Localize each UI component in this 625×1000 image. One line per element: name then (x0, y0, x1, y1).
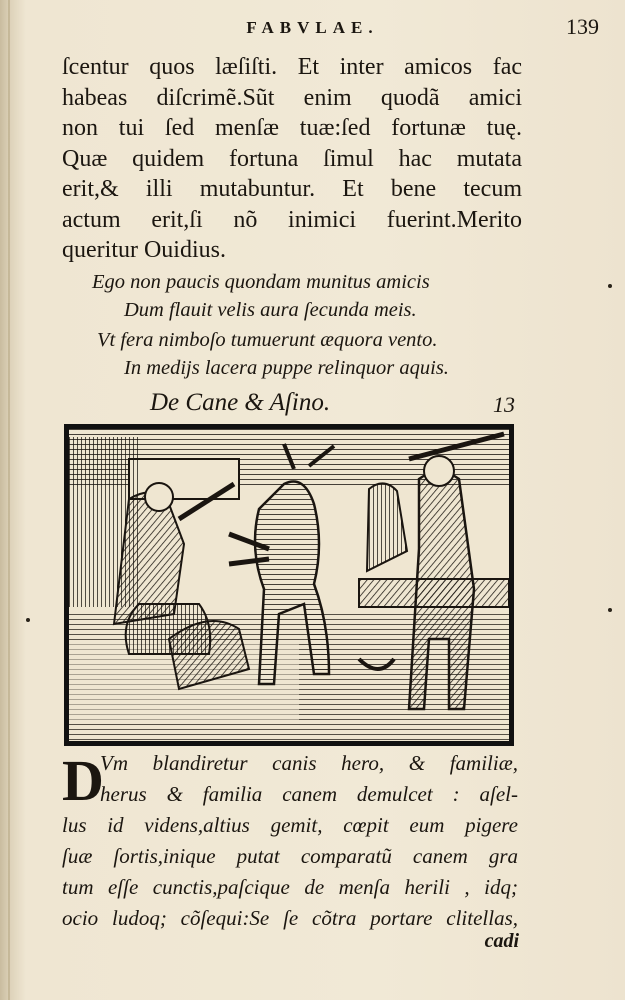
fable-line: ocio ludoq; cõſequi:Se ſe cõtra portare clitellas, (62, 906, 518, 930)
woodcut-drawing (69, 429, 509, 741)
prose-block (62, 52, 522, 266)
prose-line: Quæ quidem fortuna ſimul hac mutata (62, 145, 522, 172)
prose-line: actum erit,ſi nõ inimici fuerint.Merito (62, 206, 522, 233)
fable-line: lus id videns,altius gemit, cœpit eum pigere (62, 813, 518, 837)
verse-line: Dum flauit velis aura ſecunda meis. (124, 299, 417, 321)
prose-line: non tui ſed menſæ tuæ:ſed fortunæ tuę. (62, 115, 522, 141)
catchword: cadi (484, 930, 519, 952)
running-title: FABVLAE. (246, 18, 379, 37)
fable-text (62, 748, 518, 934)
margin-speck (608, 284, 612, 288)
page-number: 139 (566, 14, 599, 39)
margin-speck (26, 618, 30, 622)
fable-line: tum eſſe cunctis,paſcique de menſa herili , idq; (62, 875, 518, 899)
servant (367, 483, 407, 571)
prose-line: habeas diſcrimẽ.Sũt enim quodã amici (62, 84, 522, 111)
woodcut-illustration (64, 424, 514, 746)
fable-line: Vm blandiretur canis hero, & familiæ, (100, 751, 518, 775)
prose-line: erit,& illi mutabuntur. Et bene tecum (62, 176, 522, 202)
fable-line: herus & familia canem demulcet : aſel- (100, 782, 518, 806)
prose-line: queritur Ouidius. (62, 237, 226, 263)
drop-cap: D (62, 748, 104, 813)
verse-line: Ego non paucis quondam munitus amicis (92, 271, 430, 293)
binding-gutter (8, 0, 10, 1000)
margin-speck (608, 608, 612, 612)
fable-title: De Cane & Aſino. (150, 389, 331, 416)
servant-head (424, 456, 454, 486)
verse-line: In medijs lacera puppe relinquor aquis. (124, 357, 449, 379)
fable-line: ſuæ ſortis,inique putat comparatũ canem gra (62, 844, 518, 868)
prose-line: ſcentur quos læſiſti. Et inter amicos fac (62, 54, 522, 80)
fable-number: 13 (493, 392, 515, 417)
master-head (145, 483, 173, 511)
verse-line: Vt fera nimboſo tumuerunt æquora vento. (97, 329, 438, 351)
